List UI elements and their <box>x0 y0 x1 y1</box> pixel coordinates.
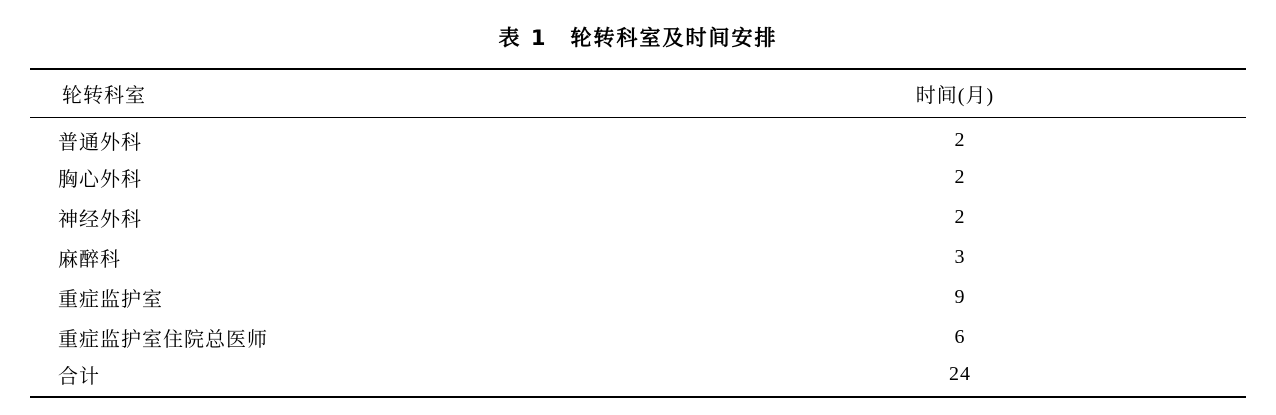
table-header-row <box>30 69 1246 117</box>
cell-months: 9 <box>954 285 966 308</box>
cell-department: 胸心外科 <box>58 168 142 191</box>
table-header <box>30 69 1246 117</box>
table-row <box>30 197 1246 237</box>
cell-months: 2 <box>954 205 966 228</box>
table-row <box>30 157 1246 197</box>
table-row <box>30 317 1246 357</box>
column-header-department: 轮转科室 <box>62 84 146 107</box>
table-row <box>30 277 1246 317</box>
column-header-months: 时间(月) <box>915 84 995 107</box>
table-body <box>30 117 1246 397</box>
cell-department: 重症监护室住院总医师 <box>58 328 268 351</box>
cell-months: 3 <box>954 245 966 268</box>
cell-months: 2 <box>954 128 966 151</box>
cell-department: 麻醉科 <box>58 248 121 271</box>
cell-months: 6 <box>954 325 966 348</box>
cell-months: 24 <box>948 363 971 385</box>
cell-department: 重症监护室 <box>58 288 163 311</box>
cell-department: 普通外科 <box>58 131 142 154</box>
table-row-total <box>30 357 1246 397</box>
cell-months: 2 <box>954 165 966 188</box>
table-caption: 表 1 轮转科室及时间安排 <box>498 26 778 50</box>
cell-department: 合计 <box>58 366 100 388</box>
rotation-schedule-table <box>30 68 1246 398</box>
cell-department: 神经外科 <box>58 208 142 231</box>
table-row <box>30 237 1246 277</box>
table-row <box>30 117 1246 157</box>
